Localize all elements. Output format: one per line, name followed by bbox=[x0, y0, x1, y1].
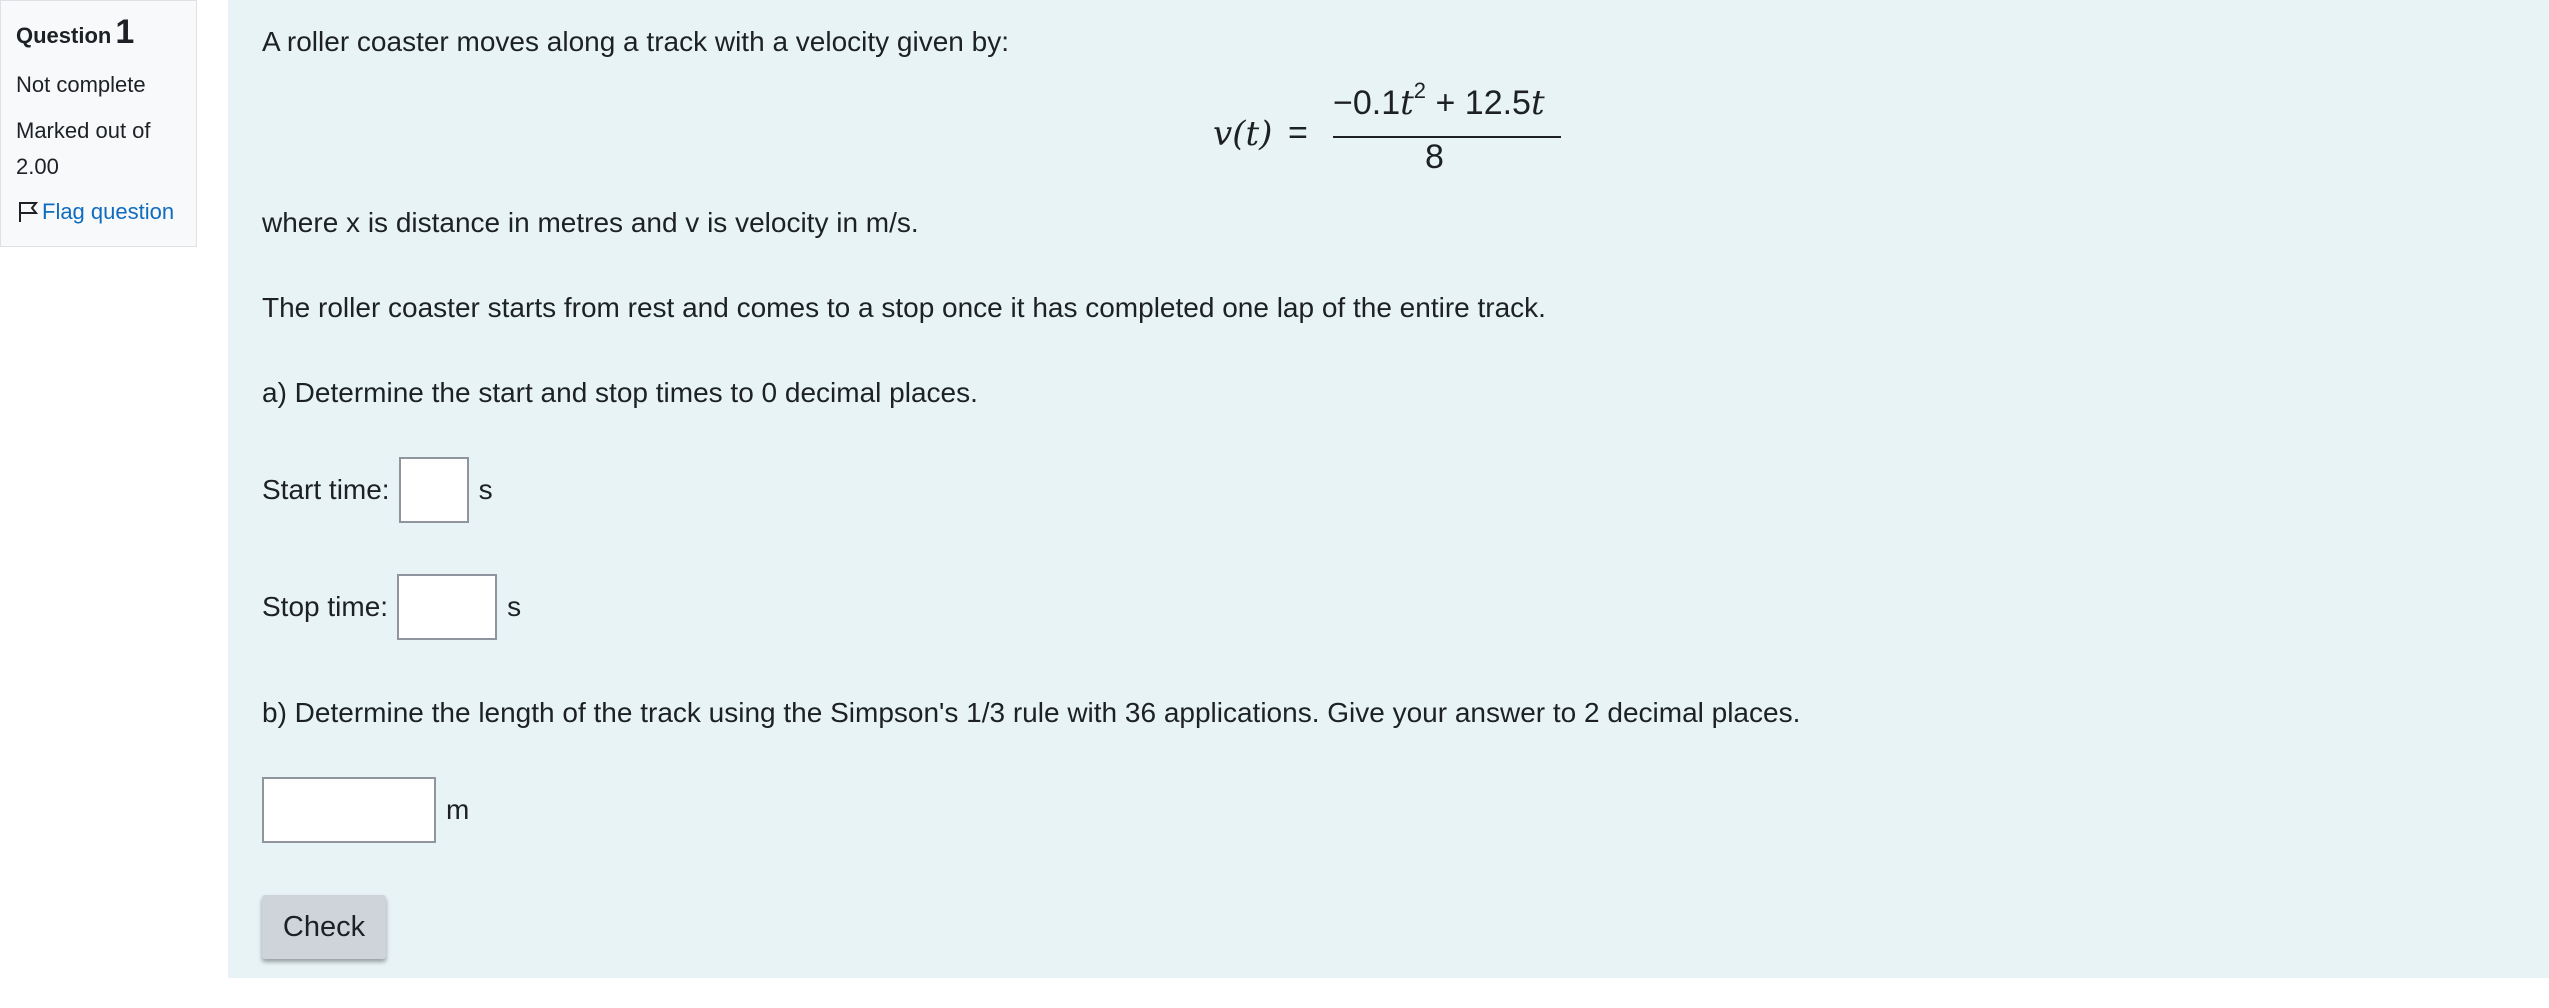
flag-question-link[interactable] bbox=[16, 199, 181, 225]
start-time-row bbox=[262, 457, 493, 523]
marked-out-of-value: 2.00 bbox=[16, 154, 59, 179]
stop-time-unit: s bbox=[507, 591, 522, 622]
check-button[interactable]: Check bbox=[262, 895, 386, 959]
track-length-input[interactable] bbox=[262, 777, 436, 843]
velocity-formula bbox=[1213, 78, 1613, 188]
context-text: The roller coaster starts from rest and comes to a stop once it has completed one lap of the entire track. bbox=[262, 292, 1546, 323]
where-text: where x is distance in metres and v is velocity in m/s. bbox=[262, 207, 919, 238]
question-info-panel bbox=[0, 0, 197, 247]
formula-numerator: $-0.1t^2 + 12.5t$ bbox=[1333, 78, 1545, 123]
start-time-input[interactable] bbox=[399, 457, 469, 523]
question-content bbox=[228, 0, 2549, 978]
formula-denominator: 8 bbox=[1425, 138, 1444, 176]
question-intro: A roller coaster moves along a track with a velocity given by: bbox=[262, 26, 1010, 57]
stop-time-row bbox=[262, 574, 521, 640]
start-time-label: Start time: bbox=[262, 474, 390, 505]
question-number: 1 bbox=[115, 13, 135, 51]
stop-time-label: Stop time: bbox=[262, 591, 389, 622]
question-heading bbox=[16, 13, 181, 51]
stop-time-input[interactable] bbox=[397, 574, 497, 640]
track-length-unit: m bbox=[446, 794, 470, 825]
question-status: Not complete bbox=[16, 72, 146, 97]
part-b-text: b) Determine the length of the track using the Simpson's 1/3 rule with 36 applications. Give your answer to 2 decimal places. bbox=[262, 697, 1801, 728]
formula-lhs: v(t) bbox=[1213, 114, 1273, 154]
flag-question-label[interactable]: Flag question bbox=[42, 199, 175, 224]
flag-outline-icon bbox=[16, 200, 40, 224]
start-time-unit: s bbox=[478, 474, 493, 505]
length-row bbox=[262, 777, 469, 843]
part-a-text: a) Determine the start and stop times to 0 decimal places. bbox=[262, 377, 978, 408]
formula-fraction-bar bbox=[1333, 136, 1561, 138]
formula-equals: = bbox=[1288, 114, 1308, 152]
marked-out-of-label: Marked out of bbox=[16, 118, 151, 143]
question-label: Question bbox=[16, 23, 112, 48]
